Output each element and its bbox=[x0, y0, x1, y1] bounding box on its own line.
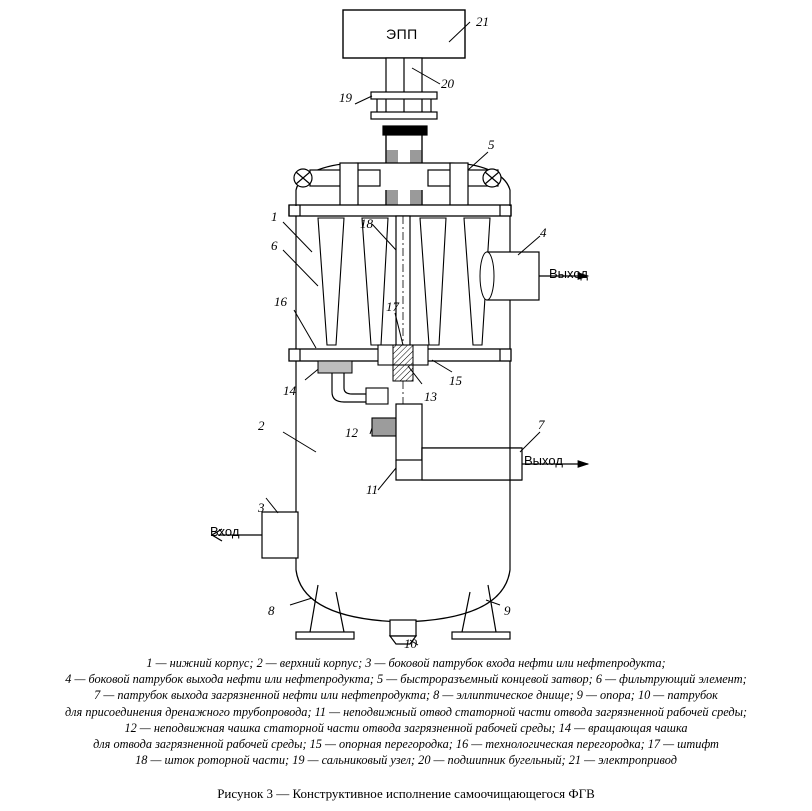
legend-line-2: 4 — боковой патрубок выхода нефти или нефтепродукта; 5 — быстроразъемный концевой затвор; 6 — фильтрующий элемент; bbox=[65, 672, 747, 687]
legend-line-6: для отвода загрязненной рабочей среды; 15 — опорная перегородка; 16 — технологическая перегородка; 17 — штифт bbox=[93, 737, 719, 752]
callout-4: 4 bbox=[540, 225, 547, 240]
legend-line-1: 1 — нижний корпус; 2 — верхний корпус; 3 — боковой патрубок входа нефти или нефтепродукта; bbox=[146, 656, 666, 670]
inlet-label: Вход bbox=[210, 524, 240, 539]
callout-16: 16 bbox=[274, 294, 287, 309]
callout-3: 3 bbox=[258, 500, 265, 515]
legend-line-4: для присоединения дренажного трубопровода; 11 — неподвижный отвод статорной части отвода загрязненной рабочей среды; bbox=[64, 704, 748, 719]
callout-11: 11 bbox=[366, 482, 379, 497]
callout-8: 8 bbox=[268, 603, 275, 618]
legend-line-7: 18 — шток роторной части; 19 — сальниковый узел; 20 — подшипник бугельный; 21 — электропривод bbox=[135, 753, 677, 768]
callout-2: 2 bbox=[258, 418, 265, 433]
callout-17: 17 bbox=[386, 299, 399, 314]
callout-9: 9 bbox=[504, 603, 511, 618]
callout-10: 10 bbox=[404, 636, 417, 651]
outlet-top-label: Выход bbox=[549, 266, 588, 281]
legend-line-3: 7 — патрубок выхода загрязненной нефти или нефтепродукта; 8 — эллиптическое днище; 9 — опора; 10 — патрубок bbox=[94, 688, 718, 703]
electric-drive-label: ЭПП bbox=[386, 26, 418, 42]
callout-1: 1 bbox=[271, 209, 278, 224]
callout-13: 13 bbox=[424, 389, 437, 404]
callout-21: 21 bbox=[476, 14, 489, 29]
callout-15: 15 bbox=[449, 373, 462, 388]
outlet-bottom-label: Выход bbox=[524, 453, 563, 468]
callout-14: 14 bbox=[283, 383, 296, 398]
callout-18: 18 bbox=[360, 216, 373, 231]
legend-line-5: 12 — неподвижная чашка статорной части отвода загрязненной рабочей среды; 14 — вращающая чашка bbox=[124, 720, 688, 735]
callout-12: 12 bbox=[345, 425, 358, 440]
callout-7: 7 bbox=[538, 417, 545, 432]
callout-20: 20 bbox=[441, 76, 454, 91]
callout-6: 6 bbox=[271, 238, 278, 253]
callout-5: 5 bbox=[488, 137, 495, 152]
figure-caption: Рисунок 3 — Конструктивное исполнение самоочищающегося ФГВ bbox=[217, 786, 595, 801]
callout-19: 19 bbox=[339, 90, 352, 105]
figure-legend bbox=[0, 655, 812, 768]
